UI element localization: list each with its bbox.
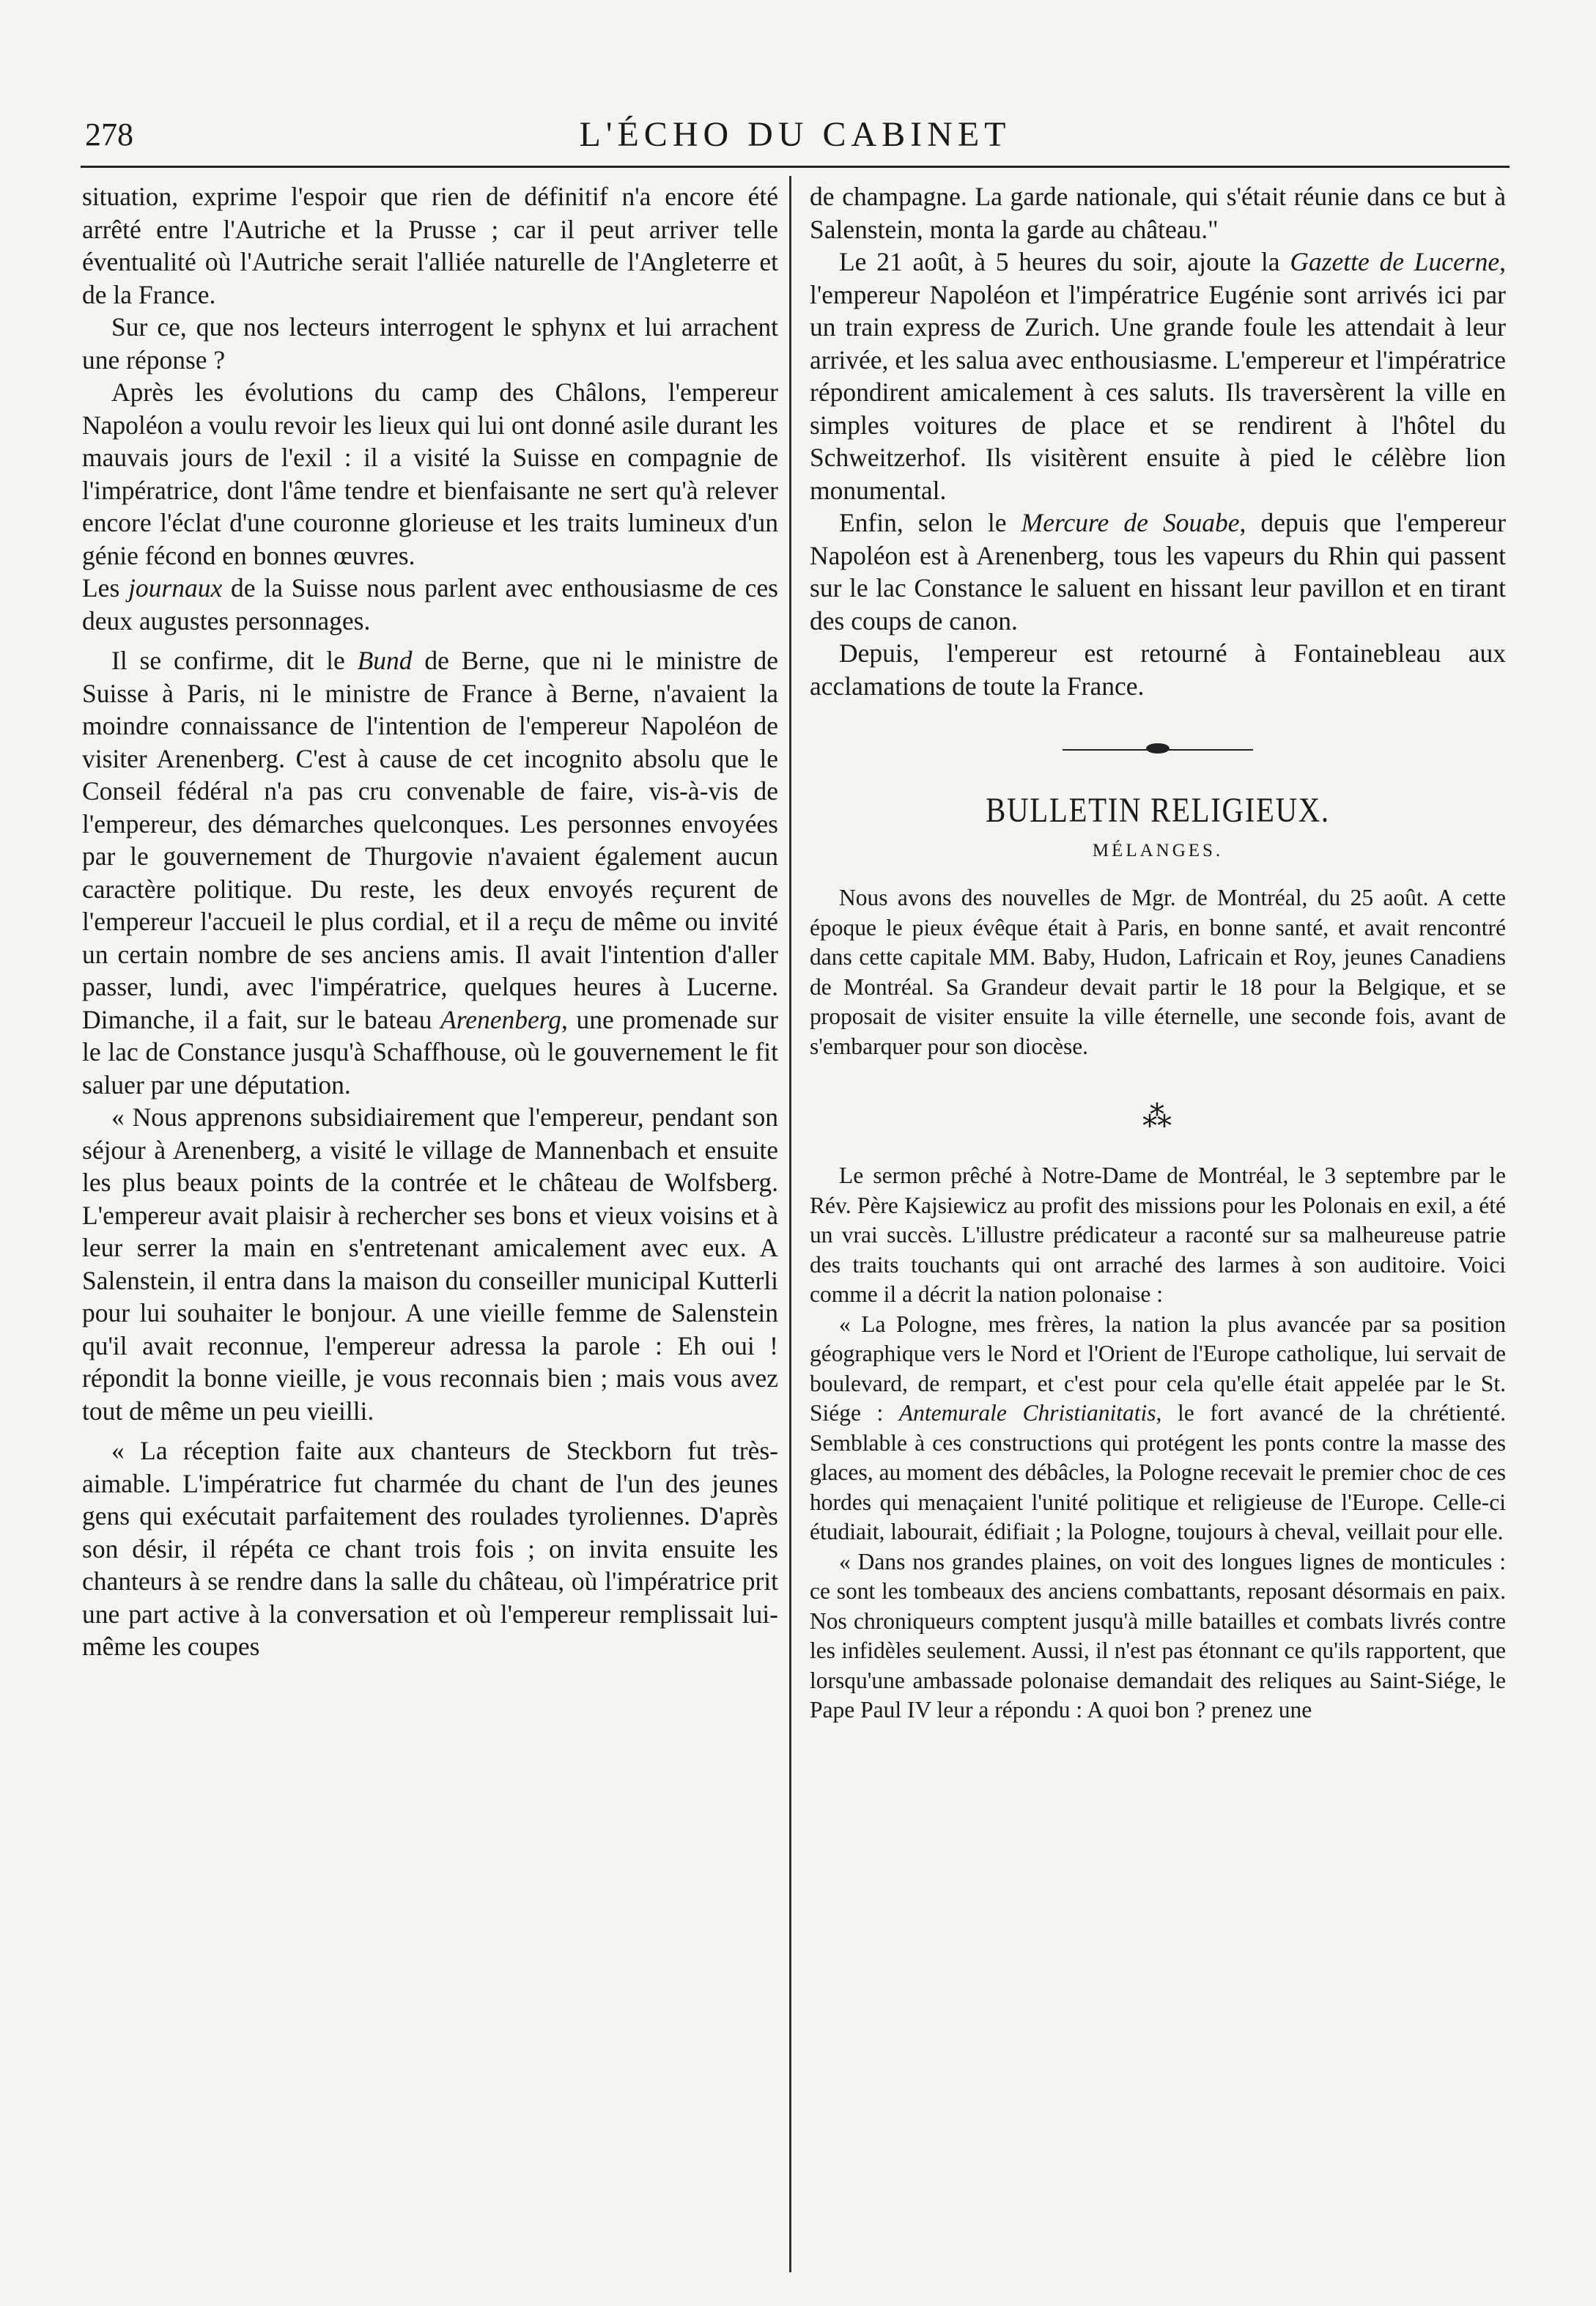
column-divider — [789, 176, 791, 2272]
left-paragraph-7: « La réception faite aux chanteurs de Steckborn fut très-aimable. L'impératrice fut charmée du chant de l'un des jeunes gens qui exécutait parfaitement des roulades tyroliennes. D'après son désir, il répéta ce chant trois fois ; on invita ensuite les chanteurs à se rendre dans la salle du château, où l'impératrice prit une part active à la conversation et où l'empereur remplissait lui-même les coupes — [82, 1436, 778, 1661]
left-paragraph-1: situation, exprime l'espoir que rien de définitif n'a encore été arrêté entre l'Autriche et la Prusse ; car il peut arriver telle éventualité où l'Autriche serait l'alliée naturelle de l'Angleterre et de la France. — [82, 182, 778, 309]
right-paragraph-2 — [810, 246, 1506, 506]
right-p7-post: , le fort avancé de la chrétienté. Semblable à ces constructions qui protégent les ponts contre la masse des glaces, au moment des débâcles, la Pologne recevait le premier choc de ces hordes qui menaçaient l'unité politique et religieuse de l'Europe. Celle-ci étudiait, labourait, édifiait ; la Pologne, toujours à cheval, veillait pour elle. — [810, 1400, 1506, 1544]
running-title: L'ÉCHO DU CABINET — [579, 115, 1011, 154]
right-p2-pre: Le 21 août, à 5 heures du soir, ajoute la — [839, 247, 1290, 276]
asterism: ⁂ — [1142, 1100, 1173, 1133]
right-p2-post: , l'empereur Napoléon et l'impératrice Eugénie sont arrivés ici par un train express de Zurich. Une grande foule les attendait à leur arrivée, et les salua avec enthousiasme. L'empereur et l'impératrice répondirent amicalement à ces saluts. Ils traversèrent la ville en simples voitures de place et se rendirent à l'hôtel du Schweitzerhof. Ils visitèrent ensuite à pied le célèbre lion monumental. — [810, 247, 1506, 505]
right-p7-pre: « La Pologne, mes frères, la nation la plus avancée par sa position géographique vers le Nord et l'Orient de l'Europe catholique, lui servait de boulevard, de rempart, et c'est pour cela qu'elle était appelée par le St. Siége : — [810, 1311, 1506, 1426]
right-paragraph-7 — [810, 1310, 1506, 1547]
right-column — [810, 180, 1506, 2269]
left-p4-italic: journaux — [128, 573, 223, 603]
page-number: 278 — [85, 117, 133, 152]
left-p5-italic-2: Arenenberg — [440, 1004, 562, 1034]
left-paragraph-4 — [82, 572, 778, 637]
left-p5-italic-1: Bund — [357, 646, 413, 675]
left-paragraph-3: Après les évolutions du camp des Châlons, l'empereur Napoléon a voulu revoir les lieux qui lui ont donné asile durant les mauvais jours de l'exil : il a visité la Suisse en compagnie de l'impératrice, dont l'âme tendre et bienfaisante ne sert qu'à relever encore l'éclat d'une couronne glorieuse et les traits lumineux d'un génie fécond en bonnes œuvres. — [82, 377, 778, 570]
right-p3-post: , depuis que l'empereur Napoléon est à Arenenberg, tous les vapeurs du Rhin qui passent sur le lac Constance le saluent en hissant leur pavillon et en tirant des coups de canon. — [810, 508, 1506, 636]
right-p3-pre: Enfin, selon le — [839, 508, 1021, 537]
right-paragraph-4: Depuis, l'empereur est retourné à Fontainebleau aux acclamations de toute la France. — [810, 638, 1506, 701]
left-paragraph-5 — [82, 644, 778, 1101]
right-paragraph-8: « Dans nos grandes plaines, on voit des longues lignes de monticules : ce sont les tombeaux des anciens combattants, reposant désormais en paix. Nos chroniqueurs comptent jusqu'à mille batailles et combats livrés contre les infidèles seulement. Aussi, il n'est pas étonnant ce qu'ils rapportent, que lorsqu'une ambassade polonaise demandait des reliques au Saint-Siége, le Pape Paul IV leur a répondu : A quoi bon ? prenez une — [810, 1548, 1506, 1723]
left-p4-post: de la Suisse nous parlent avec enthousiasme de ces deux augustes personnages. — [82, 573, 778, 636]
right-p7-italic: Antemurale Christianitatis — [898, 1400, 1156, 1426]
right-p3-italic: Mercure de Souabe — [1021, 508, 1240, 537]
right-p2-italic: Gazette de Lucerne — [1290, 247, 1500, 276]
right-paragraph-1: de champagne. La garde nationale, qui s'était réunie dans ce but à Salenstein, monta la garde au château." — [810, 182, 1506, 244]
section-ornament — [1063, 745, 1253, 755]
page-header — [81, 110, 1510, 161]
right-paragraph-6: Le sermon prêché à Notre-Dame de Montréal, le 3 septembre par le Rév. Père Kajsiewicz au profit des missions pour les Polonais en exil, a été un vrai succès. L'illustre prédicateur a raconté sur sa malheureuse patrie des traits touchants qui ont arraché des larmes à son auditoire. Voici comme il a décrit la nation polonaise : — [810, 1163, 1506, 1307]
subsection-title: MÉLANGES. — [1092, 841, 1224, 861]
right-paragraph-3 — [810, 506, 1506, 637]
left-column — [82, 180, 778, 2269]
left-p5-pre: Il se confirme, dit le — [111, 646, 358, 675]
right-paragraph-5: Nous avons des nouvelles de Mgr. de Montréal, du 25 août. A cette époque le pieux évêque était à Paris, en bonne santé, et avait rencontré dans cette capitale MM. Baby, Hudon, Lafricain et Roy, jeunes Canadiens de Montréal. Sa Grandeur devait partir le 18 pour la Belgique, et se proposait de visiter ensuite la ville éternelle, une seconde fois, avant de s'embarquer pour son diocèse. — [810, 885, 1506, 1059]
left-paragraph-2: Sur ce, que nos lecteurs interrogent le sphynx et lui arrachent une réponse ? — [82, 312, 778, 375]
left-p4-pre: Les — [82, 573, 129, 603]
left-p5-mid: de Berne, que ni le ministre de Suisse à Paris, ni le ministre de France à Berne, n'avaient la moindre connaissance de l'intention de l'empereur Napoléon de visiter Arenenberg. C'est à cause de cet incognito absolu que le Conseil fédéral n'a pas cru convenable de faire, vis-à-vis de l'empereur, des démarches quelconques. Les personnes envoyées par le gouvernement de Thurgovie n'avaient également aucun caractère politique. Du reste, les deux envoyés reçurent de l'empereur l'accueil le plus cordial, et il a reçu de même ou invité un certain nombre de ses anciens amis. Il avait l'intention d'aller passer, lundi, avec l'impératrice, quelques heures à Lucerne. Dimanche, il a fait, sur le bateau — [82, 646, 778, 1034]
left-p5-post: , une promenade sur le lac de Constance jusqu'à Schaffhouse, où le gouvernement le fit saluer par une députation. — [82, 1004, 778, 1099]
left-paragraph-6: « Nous apprenons subsidiairement que l'empereur, pendant son séjour à Arenenberg, a visité le village de Mannenbach et ensuite les plus beaux points de la contrée et le château de Wolfsberg. L'empereur avait plaisir à rechercher ses bons et vieux voisins et à leur serrer la main en s'entretenant amicalement avec eux. A Salenstein, il entra dans la maison du conseiller municipal Kutterli pour lui souhaiter le bonjour. A une vieille femme de Salenstein qu'il avait reconnue, l'empereur adressa la parole : Eh oui ! répondit la bonne vieille, je vous reconnais bien ; mais vous avez tout de même un peu vieilli. — [82, 1102, 778, 1426]
header-rule — [81, 166, 1510, 168]
section-title: BULLETIN RELIGIEUX. — [986, 791, 1330, 830]
